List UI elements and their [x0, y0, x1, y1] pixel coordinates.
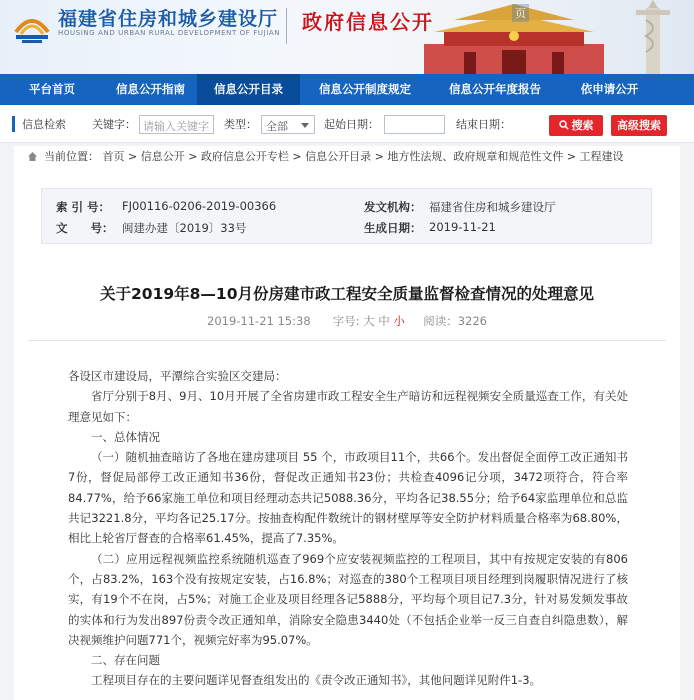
nav-guide[interactable]: 信息公开指南	[116, 82, 185, 96]
content-panel	[14, 168, 680, 700]
site-title: 福建省住房和城乡建设厅	[58, 8, 279, 30]
paragraph: 各设区市建设局，平潭综合实验区交建局：	[68, 369, 287, 383]
section-heading: 一、总体情况	[91, 429, 160, 444]
date-value: 2019-11-21	[429, 220, 496, 234]
ministry-logo-icon	[12, 8, 52, 44]
date-label: 生成日期：	[364, 221, 422, 235]
search-icon	[559, 120, 569, 130]
type-select[interactable]	[261, 115, 315, 134]
header-link[interactable]: 页	[512, 4, 529, 22]
search-title-marker	[12, 116, 15, 132]
site-subtitle: HOUSING AND URBAN RURAL DEVELOPMENT OF FUJIAN	[58, 29, 281, 37]
font-size-small[interactable]: 小	[393, 314, 405, 328]
start-date-input[interactable]	[384, 115, 445, 134]
divider	[28, 340, 666, 341]
header-divider	[286, 8, 287, 44]
article-title: 关于2019年8—10月份房建市政工程安全质量监督检查情况的处理意见	[100, 285, 594, 303]
article-body	[68, 366, 628, 691]
article-datetime: 2019-11-21 15:38	[207, 314, 311, 328]
doc-number-value: 闽建办建〔2019〕33号	[122, 221, 247, 235]
issuer-label: 发文机构：	[364, 200, 422, 214]
read-count: 3226	[457, 314, 487, 328]
index-value: FJ00116-0206-2019-00366	[122, 199, 277, 213]
main-nav	[0, 74, 694, 105]
type-label: 类型：	[224, 118, 257, 131]
nav-application[interactable]: 依申请公开	[580, 82, 639, 96]
nav-catalog[interactable]: 信息公开目录	[197, 74, 300, 105]
paragraph: 工程项目存在的主要问题详见督查组发出的《责令改正通知书》，其他问题详见附件1-3。	[91, 673, 542, 688]
doc-number-label: 文 号：	[56, 221, 114, 235]
section-title: 政府信息公开	[302, 10, 434, 34]
keyword-label: 关键字：	[92, 118, 136, 131]
breadcrumb-text: 当前位置： 首页 > 信息公开 > 政府信息公开专栏 > 信息公开目录 > 地方性法规、政府规章和规范性文件 > 工程建设	[44, 150, 624, 163]
nav-regulations[interactable]: 信息公开制度规定	[319, 82, 411, 96]
section-heading: 二、存在问题	[91, 653, 160, 668]
site-header	[0, 0, 694, 74]
search-title: 信息检索	[22, 118, 66, 131]
paragraph: 省厅分别于8月、9月、10月开展了全省房建市政工程安全生产暗访和远程视频安全质量巡查工作，有关处理意见如下：	[68, 389, 628, 424]
end-date-label: 结束日期：	[456, 118, 511, 131]
breadcrumb	[14, 146, 680, 168]
search-button-label: 搜索	[571, 119, 594, 132]
home-icon	[27, 151, 38, 162]
search-button[interactable]	[549, 115, 603, 136]
article-info	[14, 313, 680, 329]
font-size-large[interactable]: 大	[363, 314, 375, 328]
read-count-label: 阅读：	[423, 314, 458, 328]
font-size-label: 字号:	[332, 314, 360, 328]
start-date-label: 起始日期：	[324, 118, 379, 131]
type-select-value: 全部	[266, 120, 288, 133]
search-bar	[0, 105, 694, 143]
keyword-input[interactable]: 请输入关键字	[139, 115, 214, 134]
nav-annual-report[interactable]: 信息公开年度报告	[449, 82, 541, 96]
font-size-medium[interactable]: 中	[378, 314, 390, 328]
paragraph: （二）应用远程视频监控系统随机巡查了969个应安装视频监控的工程项目，其中有按规定安装的有806个，占83.2%，163个没有按规定安装，占16.8%；对巡查的380个工程项目项目经理到岗履职情况进行了核实，有19个不在岗，占5%；对施工企业及项目经理各记5888分，平均每个项目记7.3分，针对易发频发事故的实体和行为发出897份责令改正通知单，消除安全隐患3440处（不包括企业举一反三自查自纠隐患数），解决视频维护问题771个，视频完好率为95.07%。	[68, 551, 628, 647]
huabiao-pillar-image	[624, 0, 684, 74]
advanced-search-button[interactable]: 高级搜索	[611, 115, 667, 136]
chevron-down-icon	[301, 123, 309, 128]
paragraph: （一）随机抽查暗访了各地在建房建项目 55 个，市政项目11个，共66个。发出督促全面停工改正通知书7份，督促局部停工改正通知书36份，督促改正通知书23份；共检查4096记分项，3472项符合，符合率84.77%，给予66家施工单位和项目经理动态共记5088.36分，平均各记38.55分；给予64家监理单位和总监共记3221.8分，平均各记25.17分。按抽查构配件数统计的钢材壁厚等安全防护材料质量合格率为68.80%，相比上轮省厅督查的合格率61.45%，提高了7.35%。	[68, 450, 628, 546]
nav-home[interactable]: 平台首页	[29, 82, 75, 96]
issuer-value: 福建省住房和城乡建设厅	[429, 200, 556, 214]
index-label: 索 引 号：	[56, 200, 111, 214]
document-meta	[41, 188, 652, 244]
